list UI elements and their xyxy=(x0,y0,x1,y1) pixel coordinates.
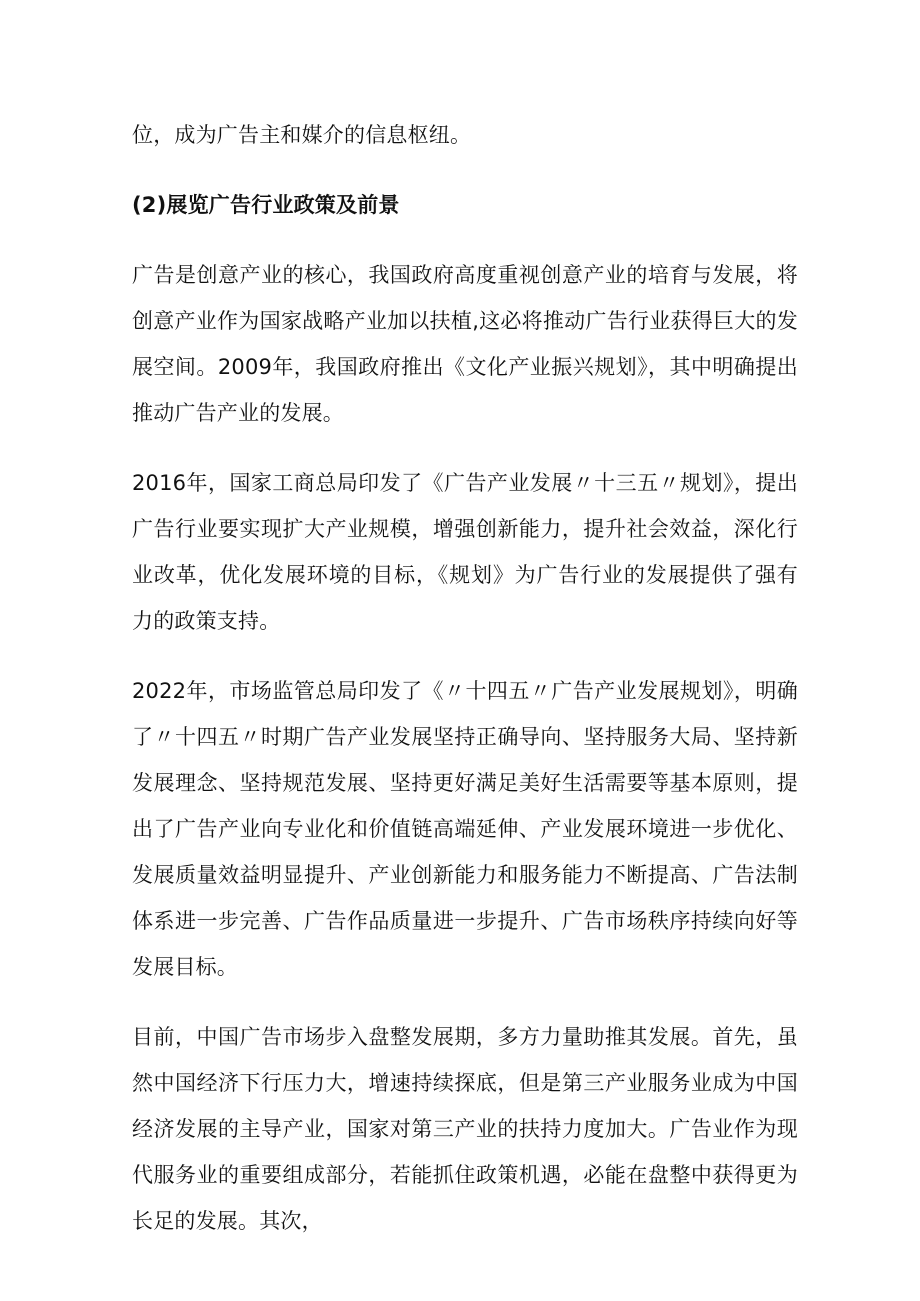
paragraph-continuation: 位，成为广告主和媒介的信息枢纽。 xyxy=(132,123,472,147)
paragraph-2016-plan: 2016年，国家工商总局印发了《广告产业发展〃十三五〃规划》，提出广告行业要实现扩大产业规模，增强创新能力，提升社会效益，深化行业改革，优化发展环境的目标，《规划》为广告行业的发展提供了强有力的政策支持。 xyxy=(132,471,798,633)
paragraph-2022-plan: 2022年，市场监管总局印发了《〃十四五〃广告产业发展规划》，明确了〃十四五〃时期广告产业发展坚持正确导向、坚持服务大局、坚持新发展理念、坚持规范发展、坚持更好满足美好生活需要等基本原则，提出了广告产业向专业化和价值链高端延伸、产业发展环境进一步优化、发展质量效益明显提升、产业创新能力和服务能力不断提高、广告法制体系进一步完善、广告作品质量进一步提升、广告市场秩序持续向好等发展目标。 xyxy=(132,679,798,979)
section-heading: (2)展览广告行业政策及前景 xyxy=(132,193,400,217)
paragraph-creative-industry: 广告是创意产业的核心，我国政府高度重视创意产业的培育与发展，将创意产业作为国家战略产业加以扶植,这必将推动广告行业获得巨大的发展空间。2009年，我国政府推出《文化产业振兴规划》，其中明确提出推动广告产业的发展。 xyxy=(132,263,798,425)
paragraph-market-outlook: 目前，中国广告市场步入盘整发展期，多方力量助推其发展。首先，虽然中国经济下行压力大，增速持续探底，但是第三产业服务业成为中国经济发展的主导产业，国家对第三产业的扶持力度加大。广告业作为现代服务业的重要组成部分，若能抓住政策机遇，必能在盘整中获得更为长足的发展。其次， xyxy=(132,1025,798,1233)
document-body xyxy=(132,112,798,1244)
